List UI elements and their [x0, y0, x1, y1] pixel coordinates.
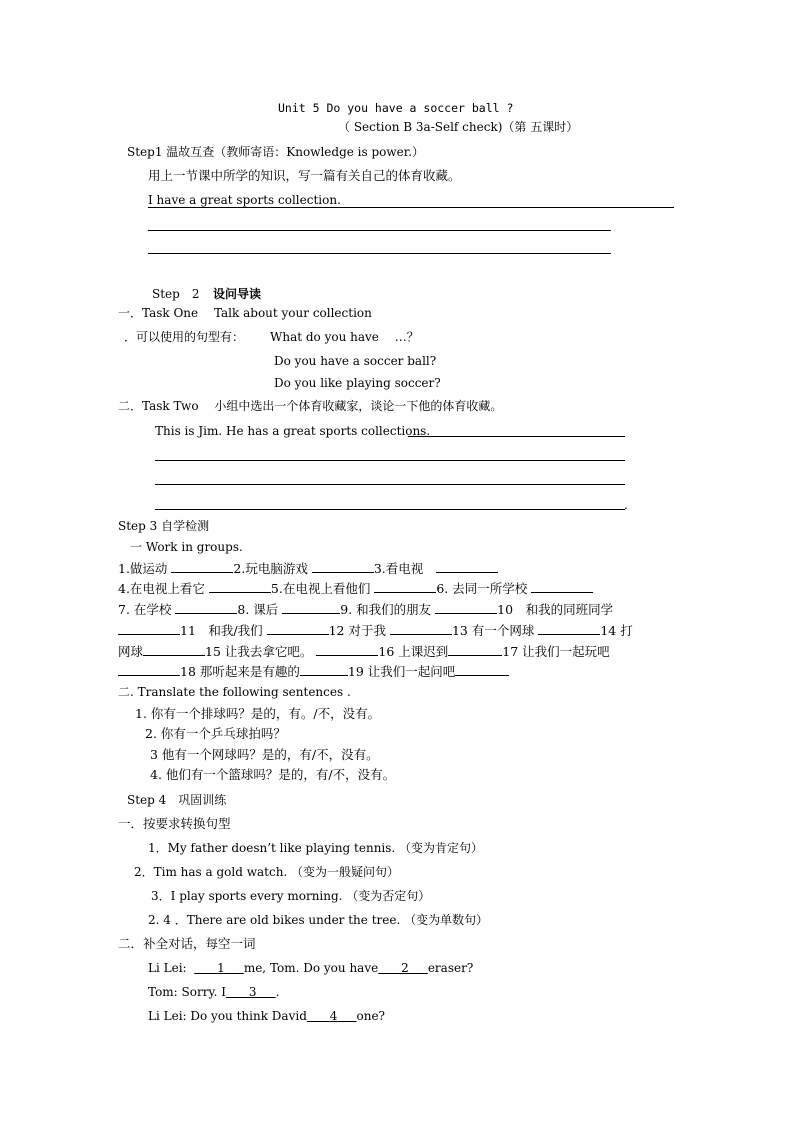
writing-line-6 — [155, 484, 625, 485]
step4-sub2: 二．补全对话，每空一词 — [118, 936, 256, 951]
writing-line-5 — [155, 460, 625, 461]
task-two: 二．Task Two 小组中选出一个体育收藏家，谈论一下他的体育收藏。 — [118, 399, 503, 413]
writing-line-3 — [148, 253, 611, 254]
sentence-3: 3 他有一个网球吗？是的，有/不，没有。 — [150, 747, 379, 762]
doc-title: Unit 5 Do you have a soccer ball ? — [278, 101, 514, 115]
step4-heading: Step 4 巩固训练 — [127, 793, 227, 807]
writing-line-2 — [148, 230, 611, 231]
vocab-row-6: 18 那听起来是有趣的 19 让我们一起问吧 — [118, 663, 509, 680]
step2-label: Step 2 — [152, 287, 200, 301]
transform-item-2: 2．Tim has a gold watch. （变为一般疑问句） — [134, 865, 400, 879]
vocab-row-4: 11 和我/我们 12 对于我 13 有一个网球 14 打 — [118, 622, 633, 639]
task-two-start: This is Jim. He has a great sports collections. — [155, 424, 431, 438]
doc-subtitle: （ Section B 3a-Self check)（第 五课时） — [338, 120, 579, 134]
step1-heading: Step1 温故互查（教师寄语：Knowledge is power.） — [127, 145, 425, 159]
writing-line-4 — [408, 436, 625, 437]
pattern-1: What do you have …？ — [270, 330, 419, 344]
dialogue-line-2: Tom: Sorry. I 3 . — [148, 985, 280, 999]
dialogue-line-3: Li Lei: Do you think David 4 one? — [148, 1009, 385, 1023]
pattern-label: ．可以使用的句型有： — [124, 330, 245, 344]
step2-title: 设问导读 — [213, 287, 262, 301]
vocab-row-2: 4.在电视上看它 5.在电视上看他们 6. 去同一所学校 — [118, 580, 593, 597]
step3-sub2: 二. Translate the following sentences . — [118, 685, 351, 699]
step1-instruction: 用上一节课中所学的知识，写一篇有关自己的体育收藏。 — [148, 168, 461, 183]
writing-line-1 — [148, 207, 674, 208]
pattern-2: Do you have a soccer ball? — [274, 354, 437, 368]
step1-line1-text: I have a great sports collection. — [148, 193, 341, 207]
transform-item-4: 2. 4 ．There are old bikes under the tree. （变为单数句） — [148, 913, 489, 927]
step3-heading: Step 3 自学检测 — [118, 519, 210, 533]
step3-sub1: 一 Work in groups. — [130, 540, 243, 554]
vocab-row-3: 7. 在学校 8. 课后 9. 和我们的朋友 10 和我的同班同学 — [118, 602, 614, 617]
transform-item-3: 3．I play sports every morning. （变为否定句） — [151, 889, 431, 903]
task-one: 一．Task One Talk about your collection — [118, 306, 372, 320]
writing-line-7 — [155, 509, 625, 510]
sentence-1: 1. 你有一个排球吗？是的，有。/不，没有。 — [135, 706, 381, 721]
vocab-row-5: 网球 15 让我去拿它吧。 16 上课迟到 17 让我们一起玩吧 — [118, 644, 610, 659]
dialogue-line-1: Li Lei: 1 me, Tom. Do you have 2 eraser? — [148, 961, 474, 975]
transform-item-1: 1．My father doesn’t like playing tennis. （变为肯定句） — [148, 841, 484, 855]
step4-sub1: 一．按要求转换句型 — [118, 816, 231, 831]
end-period: . — [624, 498, 628, 512]
sentence-2: 2. 你有一个乒乓球拍吗？ — [145, 726, 286, 741]
vocab-row-1: 1.做运动 2.玩电脑游戏 3.看电视 — [118, 560, 498, 577]
sentence-4: 4. 他们有一个篮球吗？是的，有/不，没有。 — [150, 767, 396, 782]
pattern-3: Do you like playing soccer? — [274, 376, 441, 390]
